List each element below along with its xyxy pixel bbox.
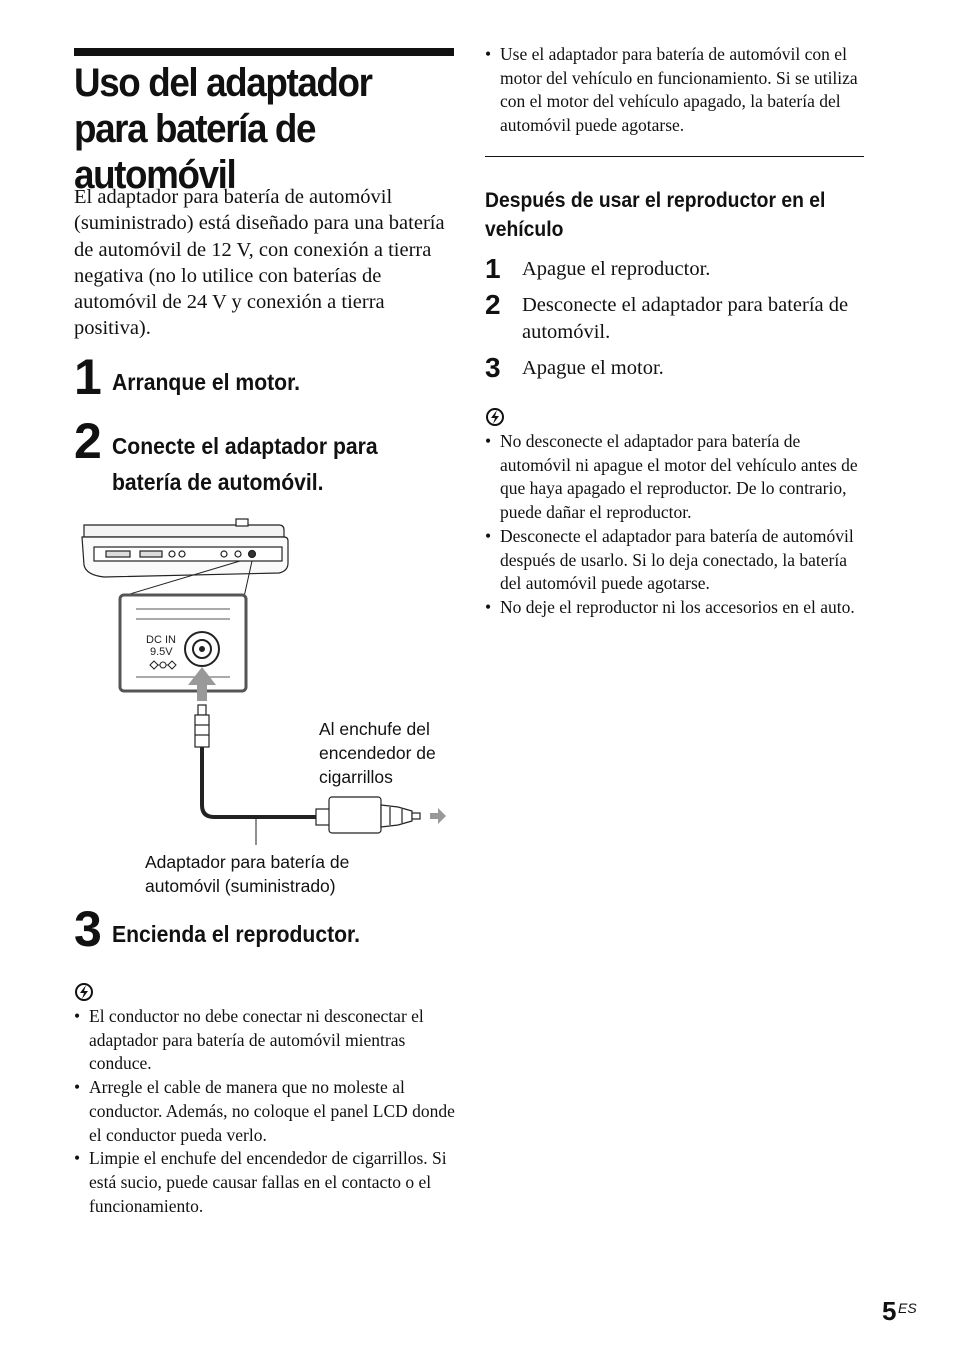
right-caution-list — [485, 430, 865, 620]
polarity-icon — [150, 661, 176, 669]
page-language-suffix: ES — [898, 1300, 917, 1316]
adapter-cable — [202, 747, 330, 817]
plug-label: Al enchufe del encendedor de cigarrillos — [319, 719, 436, 787]
page-title: Uso del adaptador para batería de automóvil — [74, 61, 372, 197]
after-use-heading: Después de usar el reproductor en el vehículo — [485, 189, 826, 241]
cigarette-plug-illustration — [316, 797, 420, 833]
after-step-3-number: 3 — [485, 352, 501, 383]
after-step-2-text: Desconecte el adaptador para batería de automóvil. — [522, 294, 849, 343]
caution-note: • El conductor no debe conectar ni desconectar el adaptador para batería de automóvil mientras conduce. — [74, 1005, 459, 1076]
caution-note: • Limpie el enchufe del encendedor de cigarrillos. Si está sucio, puede causar fallas en el contacto o el funcionamiento. — [74, 1147, 459, 1218]
step-3-label: Encienda el reproductor. — [112, 921, 360, 947]
step-1-number: 1 — [74, 349, 102, 405]
caution-note: • No deje el reproductor ni los accesorios en el auto. — [485, 596, 865, 620]
voltage-label: 9.5V — [150, 646, 173, 658]
right-top-note-list — [485, 43, 865, 138]
caution-note: • Arregle el cable de manera que no moleste al conductor. Además, no coloque el panel LCD donde el conductor pueda verlo. — [74, 1076, 459, 1147]
intro-paragraph: El adaptador para batería de automóvil (suministrado) está diseñado para una batería de automóvil de 12 V, con conexión a tierra negativa (no lo utilice con baterías de automóvil de 24 V y conexión a tierra positiva). — [74, 186, 445, 340]
after-step-1-text: Apague el reproductor. — [522, 258, 711, 280]
step-2-number: 2 — [74, 413, 102, 469]
adapter-label: Adaptador para batería de automóvil (suministrado) — [145, 852, 350, 896]
after-step-2-number: 2 — [485, 289, 501, 320]
step-2-label: Conecte el adaptador para batería de automóvil. — [112, 433, 378, 495]
dc-in-label: DC IN — [146, 634, 176, 646]
direction-arrow-icon — [430, 808, 446, 824]
step-1-label: Arranque el motor. — [112, 369, 301, 395]
caution-note: • Use el adaptador para batería de automóvil con el motor del vehículo en funcionamiento. Si se utiliza con el motor del vehículo apagado, la batería del automóvil puede agotarse. — [485, 43, 865, 138]
connection-diagram — [74, 515, 464, 845]
dc-plug-illustration — [195, 705, 209, 747]
left-caution-list — [74, 1005, 459, 1218]
section-divider — [485, 156, 864, 157]
caution-icon — [74, 982, 94, 1002]
step-3-number: 3 — [74, 901, 102, 957]
title-rule — [74, 48, 454, 56]
caution-note: • Desconecte el adaptador para batería de automóvil después de usarlo. Si lo deja conectado, la batería del automóvil puede agotarse. — [485, 525, 865, 596]
dc-in-jack-icon — [185, 632, 219, 666]
after-step-3-text: Apague el motor. — [522, 357, 664, 379]
caution-icon — [485, 407, 505, 427]
after-step-1-number: 1 — [485, 253, 501, 284]
player-illustration — [82, 519, 288, 577]
page-number: 5 — [882, 1296, 897, 1326]
caution-note: • No desconecte el adaptador para batería de automóvil ni apague el motor del vehículo antes de que haya apagado el reproductor. De lo contrario, puede dañar el reproductor. — [485, 430, 865, 525]
